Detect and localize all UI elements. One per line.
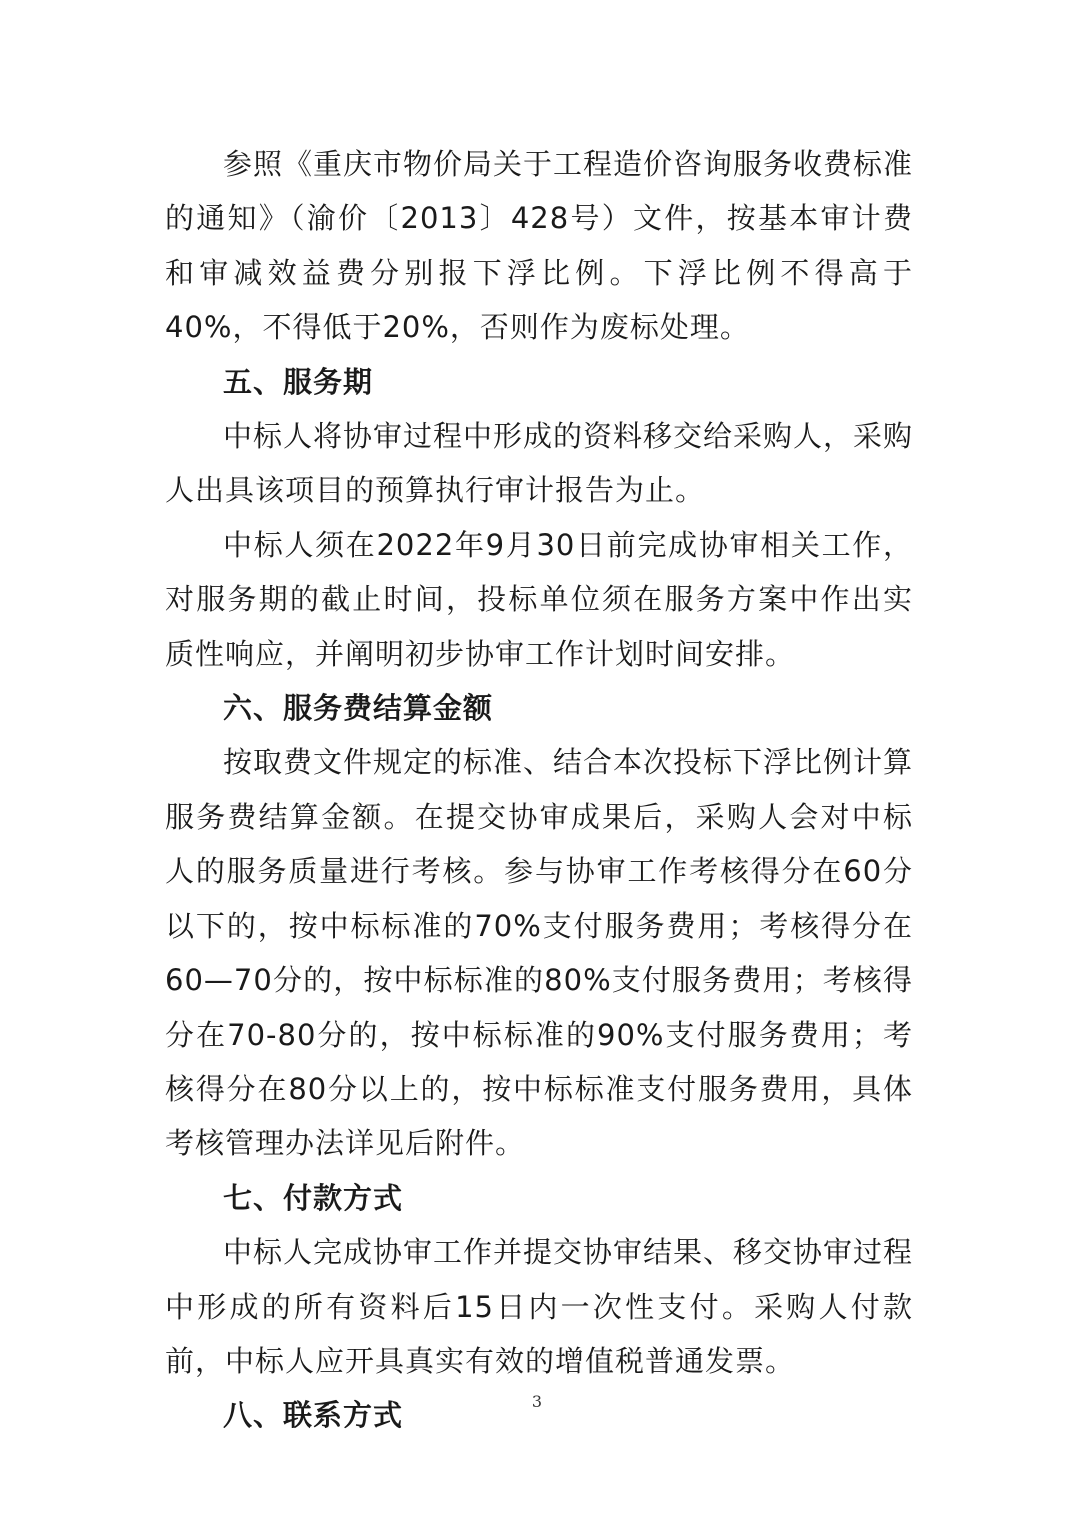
paragraph-fee-reference: 参照《重庆市物价局关于工程造价咨询服务收费标准的通知》（渝价〔2013〕428号）文件，按基本审计费和审减效益费分别报下浮比例。下浮比例不得高于40%，不得低于20%，否则作为废标处理。: [165, 147, 914, 345]
heading-contact: 八、联系方式: [223, 1398, 404, 1433]
paragraph-service-period-deadline: 中标人须在2022年9月30日前完成协审相关工作，对服务期的截止时间，投标单位须在服务方案中作出实质性响应，并阐明初步协审工作计划时间安排。: [165, 527, 913, 671]
heading-fee-settlement: 六、服务费结算金额: [223, 691, 494, 726]
paragraph-payment-method: 中标人完成协审工作并提交协审结果、移交协审过程中形成的所有资料后15日内一次性支付。采购人付款前，中标人应开具真实有效的增值税普通发票。: [165, 1235, 914, 1378]
document-body: [165, 137, 913, 1443]
page-number: 3: [531, 1392, 543, 1411]
heading-payment-method: 七、付款方式: [223, 1180, 404, 1215]
paragraph-fee-settlement: 按取费文件规定的标准、结合本次投标下浮比例计算服务费结算金额。在提交协审成果后，采购人会对中标人的服务质量进行考核。参与协审工作考核得分在60分以下的，按中标标准的70%支付服务费用；考核得分在60—70分的，按中标标准的80%支付服务费用；考核得分在70-80分的，按中标标准的90%支付服务费用；考核得分在80分以上的，按中标标准支付服务费用，具体考核管理办法详见后附件。: [165, 745, 914, 1161]
paragraph-service-period-handover: 中标人将协审过程中形成的资料移交给采购人，采购人出具该项目的预算执行审计报告为止。: [165, 419, 914, 508]
heading-service-period: 五、服务期: [223, 364, 374, 399]
